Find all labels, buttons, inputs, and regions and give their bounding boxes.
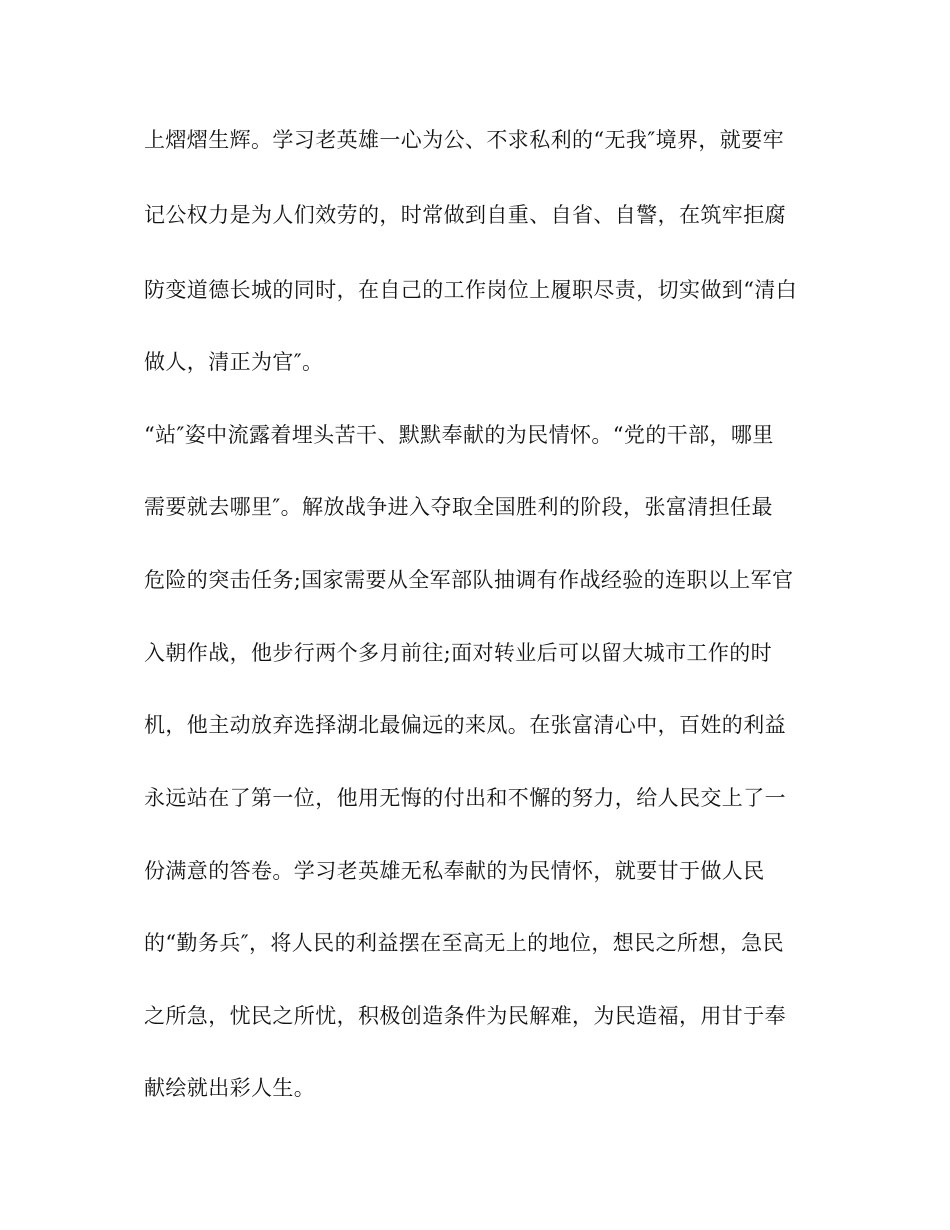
text-line-11: 份满意的答卷。学习老英雄无私奉献的为民情怀，就要甘于做人民	[144, 859, 765, 883]
text-line-8: 入朝作战，他步行两个多月前往;面对转业后可以留大城市工作的时	[144, 641, 773, 665]
text-line-9: 机，他主动放弃选择湖北最偏远的来凤。在张富清心中，百姓的利益	[144, 713, 786, 737]
text-line-12: 的“勤务兵″，将人民的利益摆在至高无上的地位，想民之所想，急民	[144, 931, 784, 955]
text-line-13: 之所急，忧民之所忧，积极创造条件为民解难，为民造福，用甘于奉	[144, 1004, 786, 1028]
text-line-14: 献绘就出彩人生。	[144, 1076, 316, 1100]
text-line-1: 上熠熠生辉。学习老英雄一心为公、不求私利的“无我″境界，就要牢	[144, 128, 784, 152]
text-line-3: 防变道德长城的同时，在自己的工作岗位上履职尽责，切实做到“清白	[144, 278, 798, 302]
text-line-2: 记公权力是为人们效劳的，时常做到自重、自省、自警，在筑牢拒腐	[144, 203, 786, 227]
text-line-5: “站″姿中流露着埋头苦干、默默奉献的为民情怀。“党的干部，哪里	[144, 423, 774, 447]
text-line-7: 危险的突击任务;国家需要从全军部队抽调有作战经验的连职以上军官	[144, 568, 794, 592]
text-line-10: 永远站在了第一位，他用无悔的付出和不懈的努力，给人民交上了一	[144, 786, 786, 810]
text-line-4: 做人，清正为官″。	[144, 350, 324, 374]
text-line-6: 需要就去哪里″。解放战争进入夺取全国胜利的阶段，张富清担任最	[144, 495, 773, 519]
